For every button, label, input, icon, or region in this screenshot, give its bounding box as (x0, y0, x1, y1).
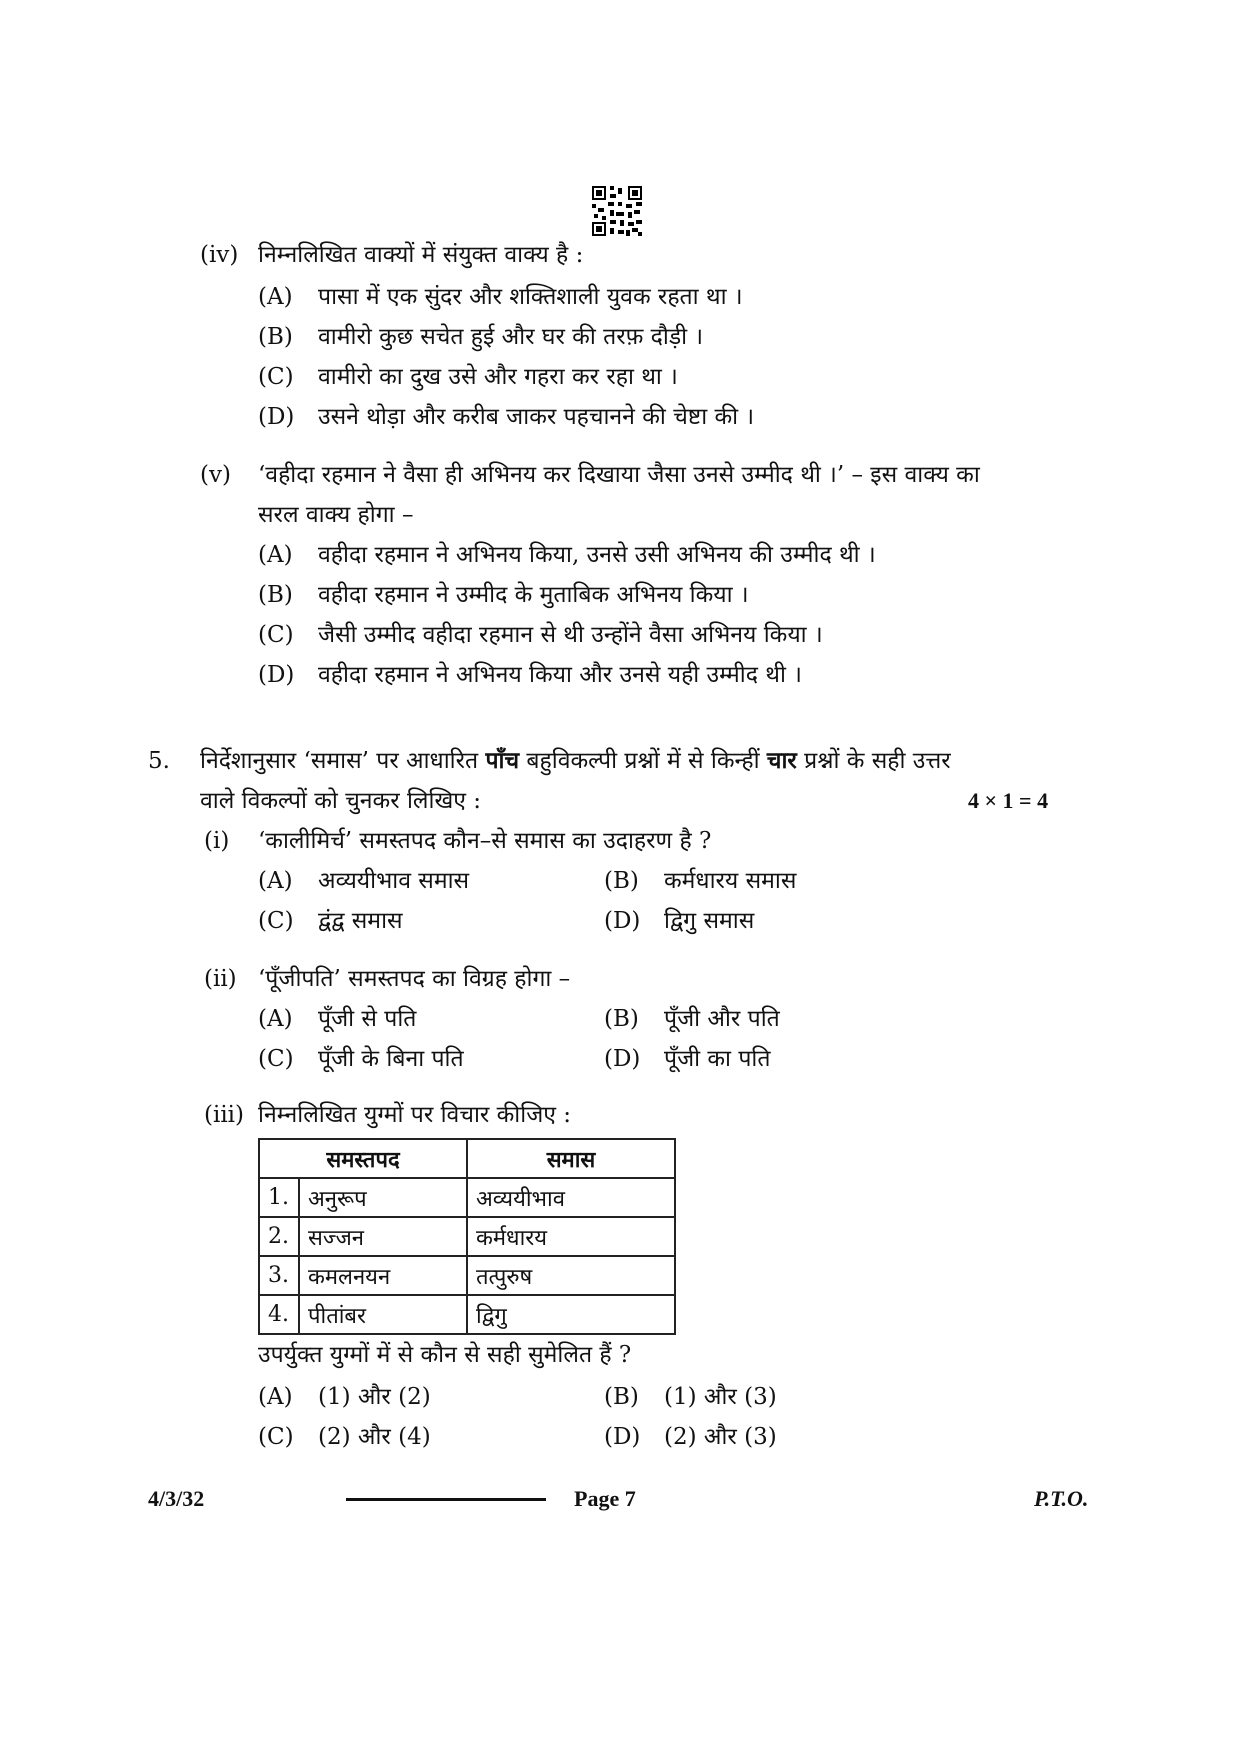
option-text: पूँजी से पति (318, 1006, 417, 1032)
option-label: (C) (258, 908, 294, 934)
option-label: (A) (258, 868, 293, 894)
question-number: (iii) (204, 1102, 245, 1128)
option-label: (B) (604, 1006, 639, 1032)
question-text: ‘वहीदा रहमान ने वैसा ही अभिनय कर दिखाया जैसा उनसे उम्मीद थी ।’ – इस वाक्य का (258, 462, 980, 488)
option-label: (A) (258, 1006, 293, 1032)
table-header-cell: समस्तपद (259, 1139, 467, 1178)
option-label: (B) (258, 582, 293, 608)
table-cell: अव्ययीभाव (467, 1178, 675, 1217)
table-row (259, 1178, 675, 1217)
option-label: (D) (604, 1046, 641, 1072)
option-text: पूँजी का पति (664, 1046, 771, 1072)
option-text: अव्ययीभाव समास (318, 868, 470, 894)
qr-code-icon (592, 186, 642, 236)
table-cell: सज्जन (299, 1217, 467, 1256)
option-label: (A) (258, 542, 293, 568)
table-cell: 2. (259, 1217, 299, 1256)
option-text: द्विगु समास (664, 908, 755, 934)
footer-divider (346, 1498, 546, 1501)
question-number: 5. (148, 748, 170, 774)
option-text: द्वंद्व समास (318, 908, 403, 934)
table-row (259, 1295, 675, 1334)
question-followup: उपर्युक्त युग्मों में से कौन से सही सुमेलित हैं ? (258, 1342, 632, 1368)
table-cell: 3. (259, 1256, 299, 1295)
table-cell: 1. (259, 1178, 299, 1217)
page-number: Page 7 (574, 1486, 636, 1511)
table-header-cell: समास (467, 1139, 675, 1178)
option-label: (C) (258, 622, 294, 648)
option-text: वहीदा रहमान ने उम्मीद के मुताबिक अभिनय किया । (318, 582, 749, 608)
option-text: पासा में एक सुंदर और शक्तिशाली युवक रहता था । (318, 284, 743, 310)
table-header-row (259, 1139, 675, 1178)
pairs-table (258, 1138, 676, 1335)
option-label: (B) (604, 868, 639, 894)
option-text: कर्मधारय समास (664, 868, 797, 894)
pto-label: P.T.O. (1034, 1486, 1089, 1511)
table-cell: कर्मधारय (467, 1217, 675, 1256)
question-instruction: वाले विकल्पों को चुनकर लिखिए : (200, 788, 482, 814)
option-text: पूँजी के बिना पति (318, 1046, 464, 1072)
option-label: (D) (604, 1424, 641, 1450)
option-text: वहीदा रहमान ने अभिनय किया और उनसे यही उम्मीद थी । (318, 662, 802, 688)
instruction-text: बहुविकल्पी प्रश्नों में से किन्हीं (526, 748, 760, 774)
marks: 4 × 1 = 4 (968, 788, 1049, 813)
option-label: (C) (258, 1424, 294, 1450)
option-text: वामीरो कुछ सचेत हुई और घर की तरफ़ दौड़ी । (318, 324, 704, 350)
question-number: (iv) (200, 242, 239, 268)
question-text: ‘पूँजीपति’ समस्तपद का विग्रह होगा – (258, 966, 571, 992)
option-text: वहीदा रहमान ने अभिनय किया, उनसे उसी अभिनय की उम्मीद थी । (318, 542, 876, 568)
table-cell: कमलनयन (299, 1256, 467, 1295)
table-cell: पीतांबर (299, 1295, 467, 1334)
option-text: (2) और (3) (664, 1424, 777, 1450)
table-cell: तत्पुरुष (467, 1256, 675, 1295)
option-label: (B) (258, 324, 293, 350)
option-text: जैसी उम्मीद वहीदा रहमान से थी उन्होंने वैसा अभिनय किया । (318, 622, 823, 648)
question-number: (i) (204, 828, 230, 854)
question-instruction (200, 746, 951, 776)
table-row (259, 1256, 675, 1295)
option-label: (C) (258, 364, 294, 390)
question-text: ‘कालीमिर्च’ समस्तपद कौन–से समास का उदाहरण है ? (258, 828, 712, 854)
paper-code: 4/3/32 (148, 1486, 205, 1511)
question-number: (ii) (204, 966, 237, 992)
option-label: (B) (604, 1384, 639, 1410)
option-text: पूँजी और पति (664, 1006, 780, 1032)
table-cell: अनुरूप (299, 1178, 467, 1217)
option-text: (2) और (4) (318, 1424, 431, 1450)
option-text: वामीरो का दुख उसे और गहरा कर रहा था । (318, 364, 678, 390)
option-text: (1) और (2) (318, 1384, 431, 1410)
option-label: (A) (258, 284, 293, 310)
instruction-text: प्रश्नों के सही उत्तर (804, 748, 951, 774)
option-label: (C) (258, 1046, 294, 1072)
option-text: (1) और (3) (664, 1384, 777, 1410)
question-text: निम्नलिखित वाक्यों में संयुक्त वाक्य है : (258, 242, 584, 268)
option-label: (D) (604, 908, 641, 934)
option-label: (A) (258, 1384, 293, 1410)
option-label: (D) (258, 662, 295, 688)
instruction-text: निर्देशानुसार ‘समास’ पर आधारित (200, 748, 479, 774)
table-row (259, 1217, 675, 1256)
question-text: निम्नलिखित युग्मों पर विचार कीजिए : (258, 1102, 572, 1128)
instruction-bold: चार (766, 747, 797, 774)
question-number: (v) (200, 462, 231, 488)
option-label: (D) (258, 404, 295, 430)
question-text: सरल वाक्य होगा – (258, 502, 414, 528)
table-cell: द्विगु (467, 1295, 675, 1334)
table-cell: 4. (259, 1295, 299, 1334)
instruction-bold: पाँच (485, 747, 520, 774)
option-text: उसने थोड़ा और करीब जाकर पहचानने की चेष्टा की । (318, 404, 755, 430)
